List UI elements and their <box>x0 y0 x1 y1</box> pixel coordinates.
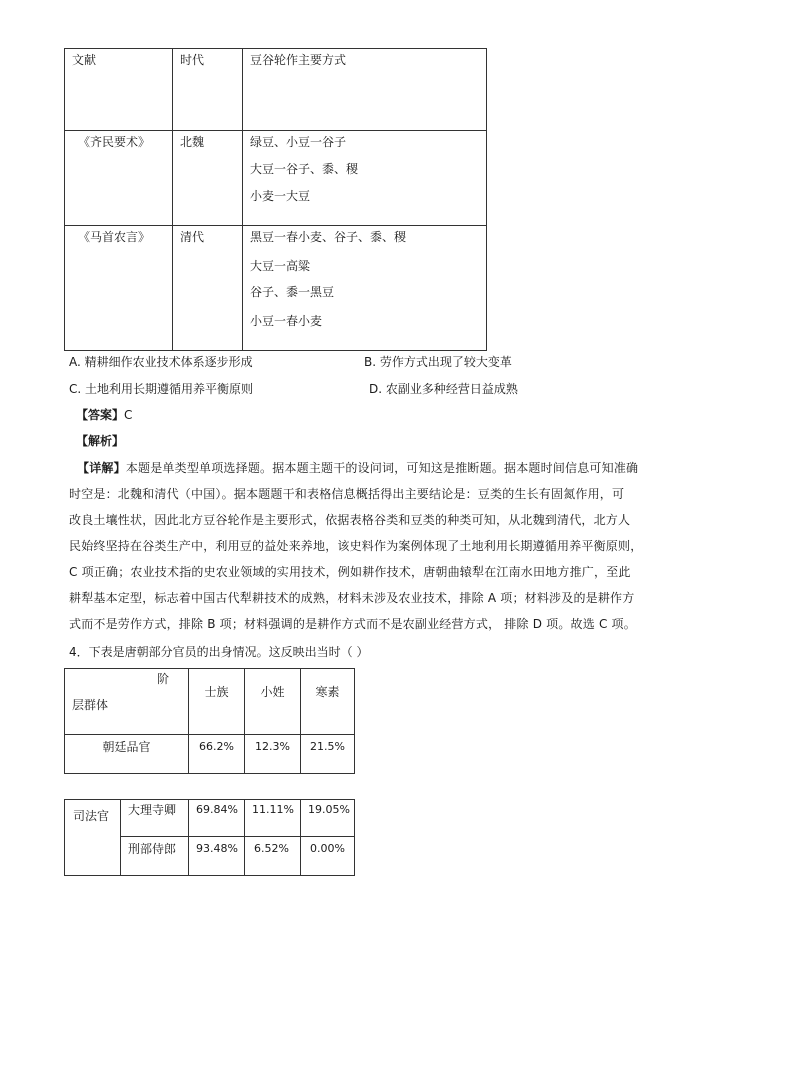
header-xiaoxing-text: 小姓 <box>260 685 285 699</box>
row1-era-text: 北魏 <box>180 135 205 149</box>
value-text: 19.05% <box>308 803 350 816</box>
detail-line: C 项正确；农业技术指的史农业领域的实用技术，例如耕作技术，唐朝曲辕犁在江南水田地方推广，至此 <box>69 565 631 579</box>
row-label <box>121 837 189 876</box>
header-era-text: 时代 <box>180 53 205 67</box>
officials-table <box>64 668 355 774</box>
detail-text: 本题是单类型单项选择题。据本题主题干的设问词，可知这是推断题。据本题时间信息可知准确 <box>125 461 639 475</box>
answer-value: C <box>124 408 133 422</box>
header-method-text: 豆谷轮作主要方式 <box>250 53 347 67</box>
row-label-text: 刑部侍郎 <box>128 842 177 856</box>
group-text: 司法官 <box>73 809 110 823</box>
value-text: 69.84% <box>196 803 238 816</box>
detail-label: 【详解】 <box>77 461 126 475</box>
detail-paragraph <box>69 455 689 637</box>
row2-doc-text: 《马首农言》 <box>78 230 151 244</box>
header-hansu-text: 寒素 <box>315 685 340 699</box>
detail-line: 式而不是劳作方式，排除 B 项；材料强调的是耕作方式而不是农副业经营方式， 排除 D 项。故选 C 项。 <box>69 617 636 631</box>
row2-era-text: 清代 <box>180 230 205 244</box>
method-line: 大豆一谷子、黍、稷 <box>250 162 359 176</box>
value-text: 21.5% <box>310 740 345 753</box>
method-line: 谷子、黍一黑豆 <box>250 285 335 299</box>
value-text: 6.52% <box>254 842 289 855</box>
row1-doc <box>65 131 173 226</box>
method-line: 绿豆、小豆一谷子 <box>250 135 347 149</box>
value-cell <box>245 800 301 837</box>
value-cell <box>301 800 355 837</box>
detail-line: 民始终坚持在谷类生产中，利用豆的益处来养地，该史料作为案例体现了土地利用长期遵循用养平衡原则， <box>69 539 643 553</box>
corner-cell <box>65 669 189 735</box>
value-text: 66.2% <box>199 740 234 753</box>
row-label <box>121 800 189 837</box>
answer-line <box>76 406 132 423</box>
value-cell <box>301 735 355 774</box>
detail-line: 改良土壤性状，因此北方豆谷轮作是主要形式，依据表格谷类和豆类的种类可知，从北魏到清代，北方人 <box>69 513 631 527</box>
row1-methods <box>243 131 487 226</box>
detail-line: 时空是：北魏和清代（中国）。据本题题干和表格信息概括得出主要结论是：豆类的生长有固氮作用，可 <box>69 487 625 501</box>
header-era <box>173 49 243 131</box>
value-text: 11.11% <box>252 803 294 816</box>
corner-bottom: 层群体 <box>72 698 109 712</box>
corner-top: 阶 <box>156 672 169 686</box>
group-cell <box>65 800 121 876</box>
question-4: 4．下表是唐朝部分官员的出身情况。这反映出当时（ ） <box>69 645 369 659</box>
value-text: 93.48% <box>196 842 238 855</box>
row1-method-list <box>243 131 486 203</box>
answer-label: 【答案】 <box>76 408 125 422</box>
value-cell <box>245 735 301 774</box>
option-a[interactable]: A. 精耕细作农业技术体系逐步形成 <box>69 355 253 369</box>
method-line: 大豆一高粱 <box>250 259 311 273</box>
row-label <box>65 735 189 774</box>
option-c[interactable]: C. 土地利用长期遵循用养平衡原则 <box>69 382 254 396</box>
judicial-table <box>64 799 355 876</box>
header-xiaoxing <box>245 669 301 735</box>
row2-doc <box>65 226 173 351</box>
option-d[interactable]: D. 农副业多种经营日益成熟 <box>369 382 518 396</box>
value-cell <box>301 837 355 876</box>
value-cell <box>245 837 301 876</box>
detail-line <box>69 455 689 481</box>
value-cell <box>189 837 245 876</box>
option-b[interactable]: B. 劳作方式出现了较大变革 <box>364 355 512 369</box>
rotation-table <box>64 48 487 351</box>
row2-method-list <box>243 226 486 328</box>
analysis-label: 【解析】 <box>76 434 125 448</box>
row1-era <box>173 131 243 226</box>
row-label-text: 大理寺卿 <box>128 803 177 817</box>
value-text: 12.3% <box>255 740 290 753</box>
row2-methods <box>243 226 487 351</box>
method-line: 小豆一春小麦 <box>250 314 323 328</box>
value-cell <box>189 735 245 774</box>
header-method <box>243 49 487 131</box>
header-shizu-text: 士族 <box>204 685 229 699</box>
header-doc-text: 文献 <box>72 53 97 67</box>
value-text: 0.00% <box>310 842 345 855</box>
method-line: 小麦一大豆 <box>250 189 311 203</box>
row2-era <box>173 226 243 351</box>
method-line: 黑豆一春小麦、谷子、黍、稷 <box>250 230 407 244</box>
header-shizu <box>189 669 245 735</box>
header-doc <box>65 49 173 131</box>
row-label-text: 朝廷品官 <box>102 740 151 754</box>
detail-line: 耕犁基本定型，标志着中国古代犁耕技术的成熟，材料未涉及农业技术，排除 A 项；材料涉及的是耕作方 <box>69 591 635 605</box>
row1-doc-text: 《齐民要术》 <box>78 135 151 149</box>
header-hansu <box>301 669 355 735</box>
value-cell <box>189 800 245 837</box>
